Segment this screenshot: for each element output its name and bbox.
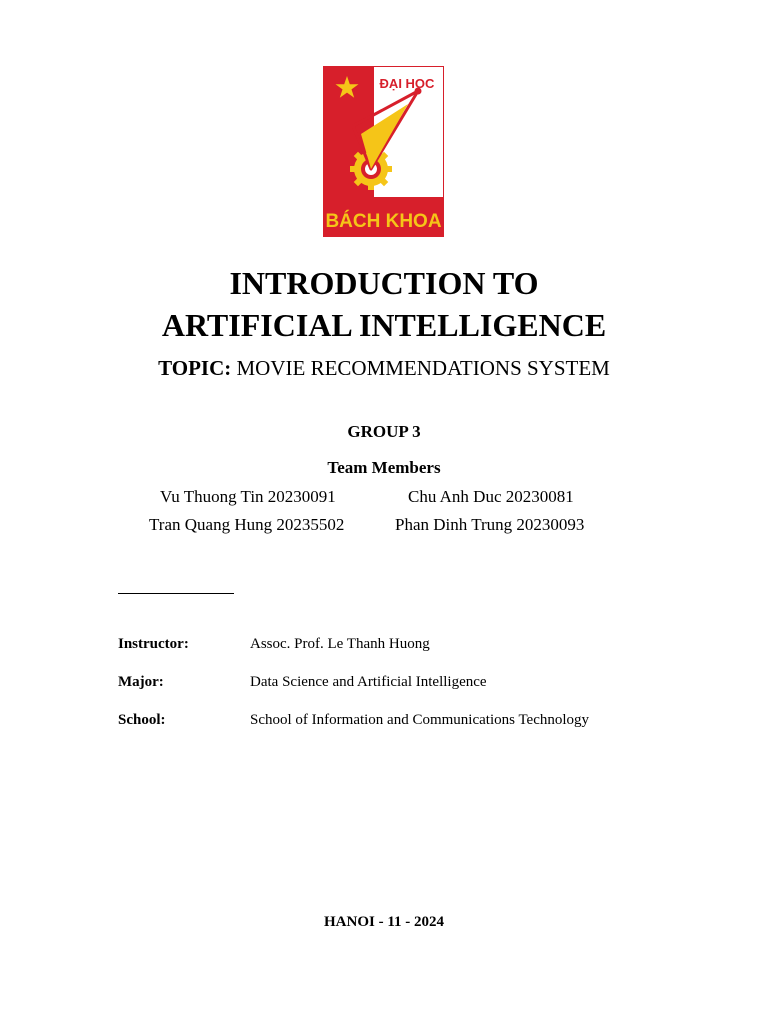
- logo-bottom-text: BÁCH KHOA: [325, 211, 442, 232]
- instructor-label: Instructor:: [118, 636, 189, 652]
- topic-line: [0, 354, 768, 382]
- team-members-heading: Team Members: [327, 458, 441, 477]
- topic-value: MOVIE RECOMMENDATIONS SYSTEM: [236, 356, 610, 380]
- title-line-1: INTRODUCTION TO: [229, 265, 539, 301]
- horizontal-rule: [118, 593, 234, 594]
- group-heading: GROUP 3: [347, 422, 421, 441]
- school-value: School of Information and Communications Technology: [250, 712, 590, 728]
- team-member: Chu Anh Duc 20230081: [408, 487, 574, 506]
- team-member: Phan Dinh Trung 20230093: [395, 515, 585, 534]
- university-logo: [323, 66, 444, 237]
- team-member: Vu Thuong Tin 20230091: [160, 487, 336, 506]
- title-line-2: ARTIFICIAL INTELLIGENCE: [161, 307, 607, 343]
- logo-top-text: ĐẠI HỌC: [379, 76, 435, 91]
- major-label: Major:: [118, 674, 164, 690]
- place-date-footer: HANOI - 11 - 2024: [324, 914, 444, 930]
- major-value: Data Science and Artificial Intelligence: [250, 674, 487, 690]
- instructor-value: Assoc. Prof. Le Thanh Huong: [250, 636, 430, 652]
- topic-label: TOPIC:: [158, 356, 232, 380]
- team-member: Tran Quang Hung 20235502: [149, 515, 345, 534]
- school-label: School:: [118, 712, 166, 728]
